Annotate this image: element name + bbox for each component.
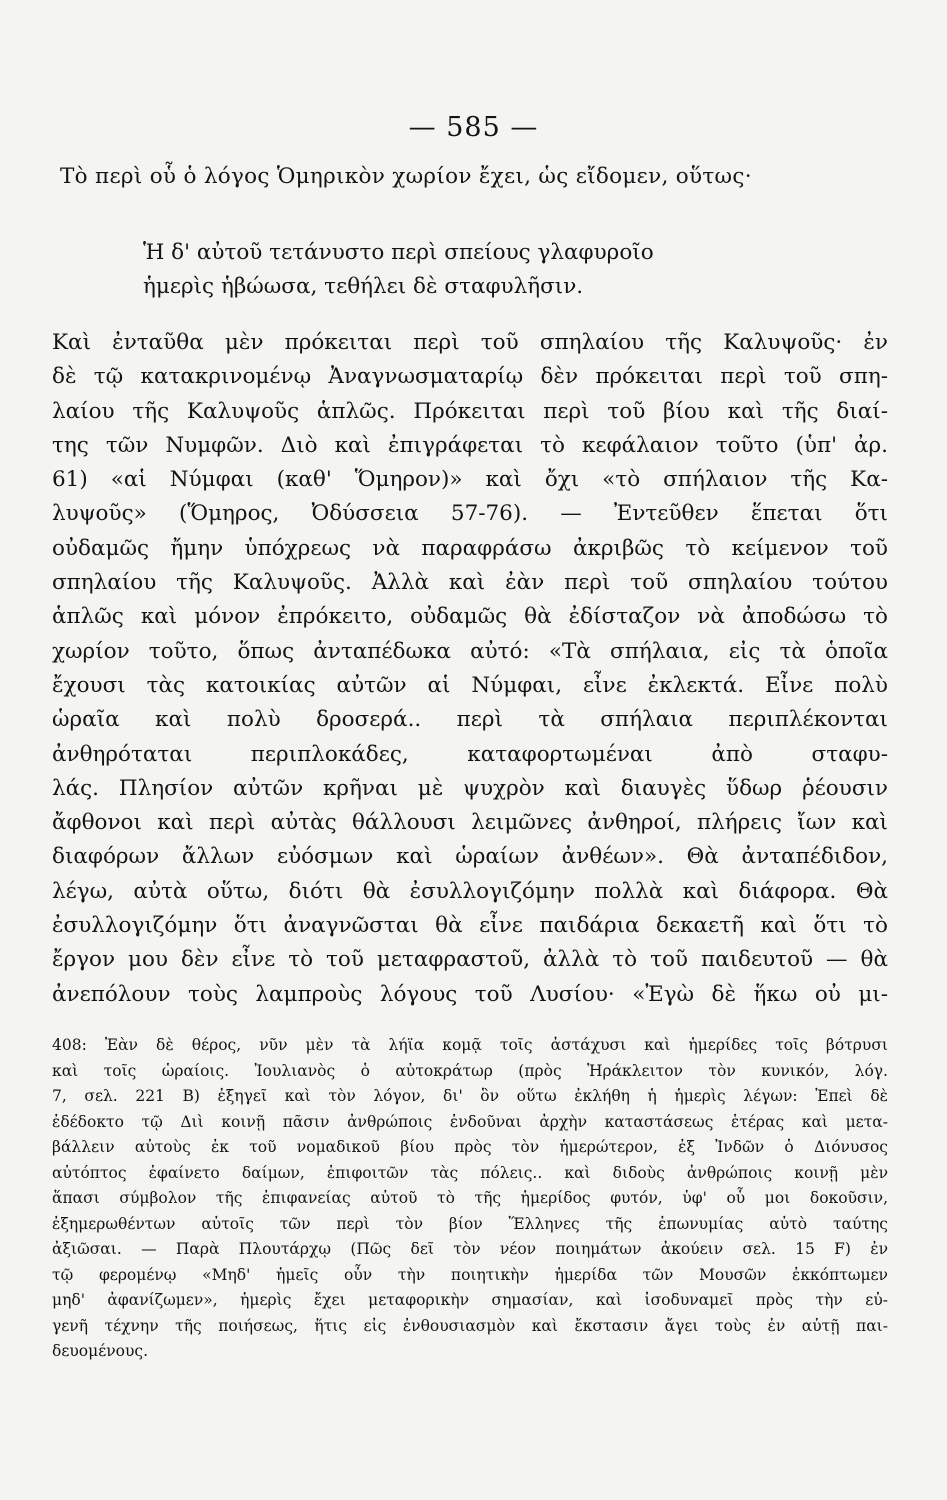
intro-sentence: Τὸ περὶ οὗ ὁ λόγος Ὁμηρικὸν χωρίον ἔχει, ὡς εἴδομεν, οὕτως· <box>60 164 752 189</box>
body-line: χωρίον τοῦτο, ὅπως ἀνταπέδωκα αὐτό: «Τὰ σπήλαια, εἰς τὰ ὁποῖα <box>52 638 888 664</box>
body-line: λυψοῦς» (Ὅμηρος, Ὀδύσσεια 57-76). — Ἐντεῦθεν ἕπεται ὅτι <box>52 501 888 527</box>
body-line: λαίου τῆς Καλυψοῦς ἁπλῶς. Πρόκειται περὶ τοῦ βίου καὶ τῆς διαί- <box>52 398 888 424</box>
page-number: — 585 — <box>408 112 539 143</box>
body-line: σπηλαίου τῆς Καλυψοῦς. Ἀλλὰ καὶ ἐὰν περὶ τοῦ σπηλαίου τούτου <box>52 570 888 596</box>
body-line: ἐσυλλογιζόμην ὅτι ἀναγνῶσται θὰ εἶνε παιδάρια δεκαετῆ καὶ ὅτι τὸ <box>52 913 888 939</box>
body-line: οὐδαμῶς ἤμην ὑπόχρεως νὰ παραφράσω ἀκριβῶς τὸ κείμενον τοῦ <box>52 535 888 561</box>
footnote-line: 408: Ἐὰν δὲ θέρος, νῦν μὲν τὰ λήϊα κομᾷ τοῖς ἀστάχυσι καὶ ἡμερίδες τοῖς βότρυσι <box>52 1036 888 1054</box>
footnote-line: καὶ τοῖς ὡραίοις. Ἰουλιανὸς ὁ αὐτοκράτωρ (πρὸς Ἡράκλειτον τὸν κυνικόν, λόγ. <box>52 1061 888 1080</box>
footnote-line: βάλλειν αὐτοὺς ἐκ τοῦ νομαδικοῦ βίου πρὸς τὸν ἡμερώτερον, ἐξ Ἰνδῶν ὁ Διόνυσος <box>52 1138 888 1156</box>
verse-line: ἡμερὶς ἡβώωσα, τεθήλει δὲ σταφυλῆσιν. <box>143 274 584 299</box>
body-line: ἀνθηρόταται περιπλοκάδες, καταφορτωμέναι ἀπὸ σταφυ- <box>52 741 888 767</box>
body-line: λέγω, αὐτὰ οὕτω, διότι θὰ ἐσυλλογιζόμην πολλὰ καὶ διάφορα. Θὰ <box>52 878 888 904</box>
homeric-verse <box>143 236 843 304</box>
body-line: ἀνεπόλουν τοὺς λαμπροὺς λόγους τοῦ Λυσίου· «Ἐγὼ δὲ ἥκω οὐ μι- <box>52 981 888 1007</box>
body-line: ἁπλῶς καὶ μόνον ἐπρόκειτο, οὐδαμῶς θὰ ἐδίσταζον νὰ ἀποδώσω τὸ <box>52 604 888 630</box>
footnote-line: ἐδέδοκτο τῷ Διὶ κοινῇ πᾶσιν ἀνθρώποις ἐνδοῦναι ἀρχὴν καταστάσεως ἑτέρας καὶ μετα- <box>52 1112 888 1131</box>
footnote-line: μηδ' ἀφανίζωμεν», ἡμερὶς ἔχει μεταφορικὴν σημασίαν, καὶ ἰσοδυναμεῖ πρὸς τὴν εὐ- <box>52 1291 888 1309</box>
body-line: ἔχουσι τὰς κατοικίας αὐτῶν αἱ Νύμφαι, εἶνε ἐκλεκτά. Εἶνε πολὺ <box>52 672 888 698</box>
footnote-line: ἀξιῶσαι. — Παρὰ Πλουτάρχῳ (Πῶς δεῖ τὸν νέον ποιημάτων ἀκούειν σελ. 15 F) ἐν <box>52 1240 888 1258</box>
footnote-line: αὐτόπτος ἐφαίνετο δαίμων, ἐπιφοιτῶν τὰς πόλεις.. καὶ διδοὺς ἀνθρώποις κοινῇ μὲν <box>52 1163 888 1182</box>
body-line: της τῶν Νυμφῶν. Διὸ καὶ ἐπιγράφεται τὸ κεφάλαιον τοῦτο (ὑπ' ἀρ. <box>52 432 888 458</box>
body-line: Καὶ ἐνταῦθα μὲν πρόκειται περὶ τοῦ σπηλαίου τῆς Καλυψοῦς· ἐν <box>52 330 888 355</box>
footnote-line: τῷ φερομένῳ «Μηδ' ἡμεῖς οὖν τὴν ποιητικὴν ἡμερίδα τῶν Μουσῶν ἐκκόπτωμεν <box>52 1265 888 1284</box>
footnote-line: ἐξημερωθέντων αὐτοῖς τῶν περὶ τὸν βίον Ἕλληνες τῆς ἐπωνυμίας αὐτὸ ταύτης <box>52 1214 888 1233</box>
body-line: ἔργον μου δὲν εἶνε τὸ τοῦ μεταφραστοῦ, ἀλλὰ τὸ τοῦ παιδευτοῦ — θὰ <box>52 947 888 973</box>
body-line: διαφόρων ἄλλων εὐόσμων καὶ ὡραίων ἀνθέων». Θὰ ἀνταπέδιδον, <box>52 844 888 870</box>
footnote-line: ἅπασι σύμβολον τῆς ἐπιφανείας αὐτοῦ τὸ τῆς ἡμερίδος φυτόν, ὑφ' οὗ μοι δοκοῦσιν, <box>52 1189 888 1207</box>
body-line: ὡραῖα καὶ πολὺ δροσερά.. περὶ τὰ σπήλαια περιπλέκονται <box>52 707 888 733</box>
body-line: 61) «αἱ Νύμφαι (καθ' Ὅμηρον)» καὶ ὄχι «τὸ σπήλαιον τῆς Κα- <box>52 467 888 493</box>
body-line: δὲ τῷ κατακρινομένῳ Ἀναγνωσματαρίῳ δὲν πρόκειται περὶ τοῦ σπη- <box>52 364 888 390</box>
footnote-line: 7, σελ. 221 B) ἐξηγεῖ καὶ τὸν λόγον, δι' ὃν οὕτω ἐκλήθη ἡ ἡμερὶς λέγων: Ἐπεὶ δὲ <box>52 1087 888 1105</box>
body-line: λάς. Πλησίον αὐτῶν κρῆναι μὲ ψυχρὸν καὶ διαυγὲς ὕδωρ ῥέουσιν <box>52 775 888 801</box>
footnote-line: γενῆ τέχνην τῆς ποιήσεως, ἥτις εἰς ἐνθουσιασμὸν καὶ ἔκστασιν ἄγει τοὺς ἐν αὐτῇ παι- <box>52 1316 888 1335</box>
verse-line: Ἡ δ' αὐτοῦ τετάνυστο περὶ σπείους γλαφυροῖο <box>143 240 654 265</box>
body-paragraph <box>52 326 888 1012</box>
footnote-line: δευομένους. <box>52 1342 149 1360</box>
body-line: ἄφθονοι καὶ περὶ αὐτὰς θάλλουσι λειμῶνες ἀνθηροί, πλήρεις ἴων καὶ <box>52 810 888 836</box>
footnote-block <box>52 1033 888 1365</box>
